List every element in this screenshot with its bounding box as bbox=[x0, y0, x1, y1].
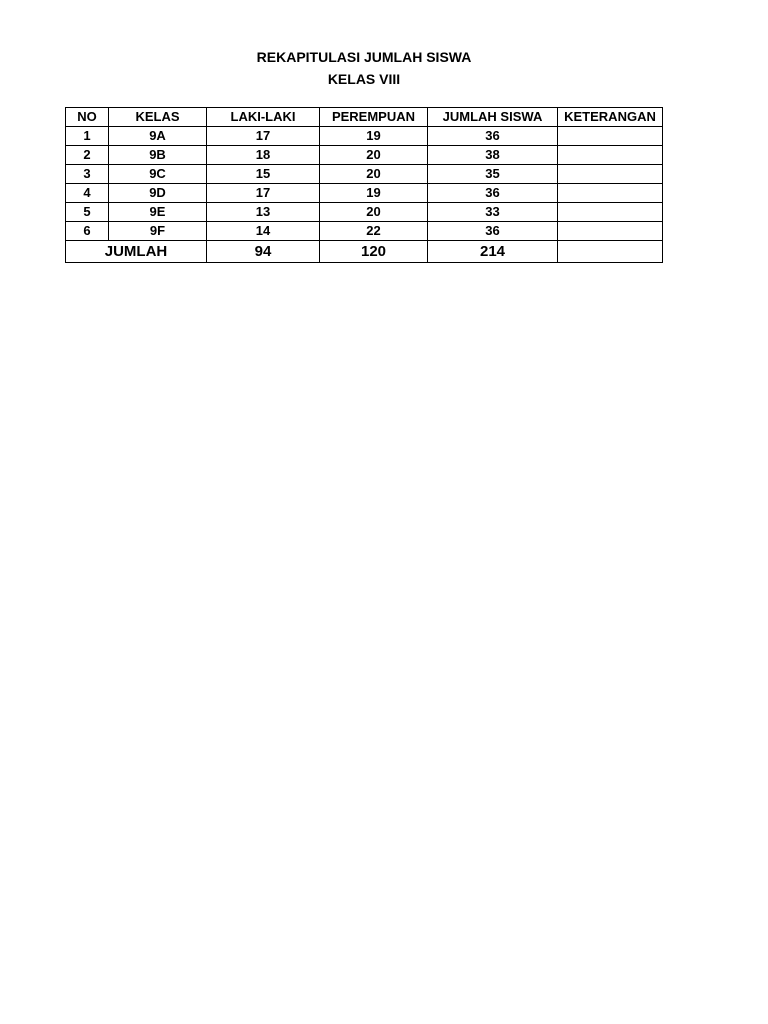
cell-no: 4 bbox=[66, 184, 109, 203]
table-row bbox=[66, 184, 663, 203]
cell-perempuan: 20 bbox=[320, 203, 428, 222]
cell-no: 2 bbox=[66, 146, 109, 165]
cell-kelas: 9D bbox=[109, 184, 207, 203]
table-header-row bbox=[66, 108, 663, 127]
cell-jumlah-siswa: 35 bbox=[428, 165, 558, 184]
cell-kelas: 9E bbox=[109, 203, 207, 222]
cell-no: 6 bbox=[66, 222, 109, 241]
table-row bbox=[66, 165, 663, 184]
cell-jumlah-siswa: 36 bbox=[428, 184, 558, 203]
cell-laki-laki: 14 bbox=[207, 222, 320, 241]
document-title: REKAPITULASI JUMLAH SISWA bbox=[256, 49, 472, 65]
total-label: JUMLAH bbox=[66, 241, 207, 263]
total-jumlah-siswa: 214 bbox=[428, 241, 558, 263]
total-laki-laki: 94 bbox=[207, 241, 320, 263]
cell-keterangan bbox=[558, 222, 663, 241]
cell-kelas: 9C bbox=[109, 165, 207, 184]
cell-keterangan bbox=[558, 203, 663, 222]
header-no: NO bbox=[66, 108, 109, 127]
header-perempuan: PEREMPUAN bbox=[320, 108, 428, 127]
cell-perempuan: 19 bbox=[320, 127, 428, 146]
cell-laki-laki: 15 bbox=[207, 165, 320, 184]
cell-jumlah-siswa: 36 bbox=[428, 127, 558, 146]
cell-kelas: 9A bbox=[109, 127, 207, 146]
table-row bbox=[66, 127, 663, 146]
cell-keterangan bbox=[558, 146, 663, 165]
cell-no: 5 bbox=[66, 203, 109, 222]
header-keterangan: KETERANGAN bbox=[558, 108, 663, 127]
cell-keterangan bbox=[558, 127, 663, 146]
cell-no: 1 bbox=[66, 127, 109, 146]
total-keterangan bbox=[558, 241, 663, 263]
table-row bbox=[66, 203, 663, 222]
cell-keterangan bbox=[558, 184, 663, 203]
cell-perempuan: 19 bbox=[320, 184, 428, 203]
total-row bbox=[66, 241, 663, 263]
table-row bbox=[66, 146, 663, 165]
document-heading bbox=[0, 46, 728, 90]
cell-kelas: 9F bbox=[109, 222, 207, 241]
cell-jumlah-siswa: 38 bbox=[428, 146, 558, 165]
cell-kelas: 9B bbox=[109, 146, 207, 165]
cell-jumlah-siswa: 36 bbox=[428, 222, 558, 241]
header-laki-laki: LAKI-LAKI bbox=[207, 108, 320, 127]
cell-laki-laki: 18 bbox=[207, 146, 320, 165]
cell-laki-laki: 17 bbox=[207, 184, 320, 203]
cell-laki-laki: 17 bbox=[207, 127, 320, 146]
recap-table bbox=[65, 107, 663, 263]
cell-perempuan: 22 bbox=[320, 222, 428, 241]
cell-jumlah-siswa: 33 bbox=[428, 203, 558, 222]
total-perempuan: 120 bbox=[320, 241, 428, 263]
header-jumlah-siswa: JUMLAH SISWA bbox=[428, 108, 558, 127]
cell-keterangan bbox=[558, 165, 663, 184]
cell-no: 3 bbox=[66, 165, 109, 184]
cell-perempuan: 20 bbox=[320, 146, 428, 165]
document-subtitle: KELAS VIII bbox=[327, 71, 401, 87]
table-row bbox=[66, 222, 663, 241]
cell-perempuan: 20 bbox=[320, 165, 428, 184]
cell-laki-laki: 13 bbox=[207, 203, 320, 222]
header-kelas: KELAS bbox=[109, 108, 207, 127]
